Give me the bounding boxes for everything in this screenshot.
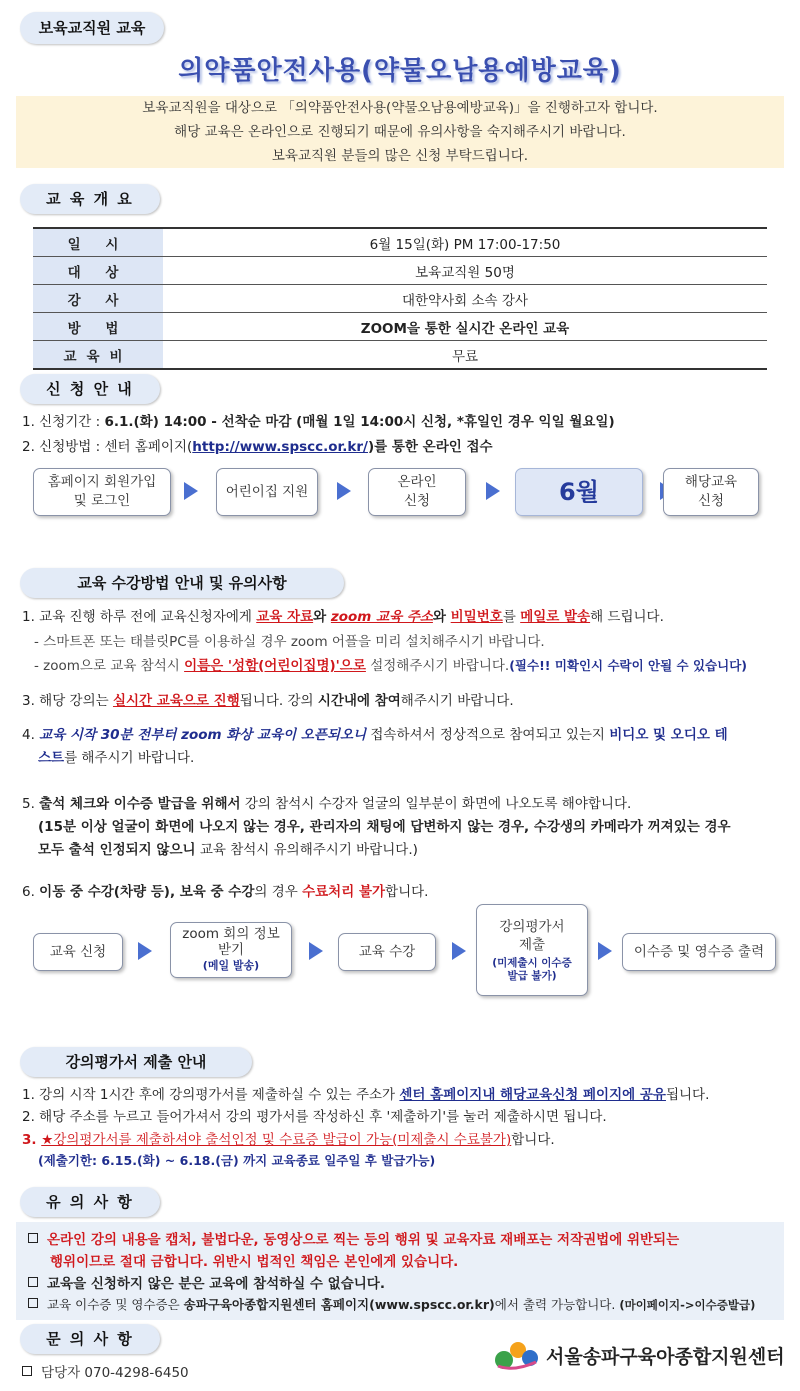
page-title: 의약품안전사용(약물오남용예방교육)	[178, 56, 622, 86]
apply-method	[22, 435, 493, 455]
text-run: 시간내에 참여	[317, 693, 401, 709]
center-logo-icon	[492, 1336, 542, 1376]
section-heading-apply: 신 청 안 내	[20, 374, 160, 404]
arrow-right-icon	[337, 482, 351, 500]
text-run: 스트	[38, 750, 65, 766]
homepage-link[interactable]: http://www.spscc.or.kr/	[192, 439, 368, 455]
flow-step-text: 강의평가서	[499, 918, 565, 935]
text-run: 1. 강의 시작 1시간 후에 강의평가서를 제출하실 수 있는 주소가	[22, 1087, 400, 1103]
text-run: 실시간 교육으로 진행	[112, 693, 240, 709]
arrow-right-icon	[486, 482, 500, 500]
row-key: 방 법	[33, 313, 163, 341]
flow-step-text: 제출	[518, 936, 546, 953]
text-run: 모두 출석 인정되지 않으니	[38, 842, 196, 858]
text-run: 메일로 발송	[520, 609, 591, 625]
flow-step-text: 교육 수강	[358, 943, 416, 960]
method-item-5-note-cont	[38, 838, 418, 858]
text-run: 비밀번호	[450, 609, 503, 625]
row-key: 일 시	[33, 228, 163, 257]
row-key: 강 사	[33, 285, 163, 313]
notice-item-1	[28, 1228, 679, 1248]
table-row	[33, 257, 767, 285]
text-run: 와	[313, 609, 331, 625]
text-run: 교육을 신청하지 않은 분은 교육에 참석하실 수 없습니다.	[47, 1276, 385, 1292]
category-badge: 보육교직원 교육	[20, 12, 164, 44]
square-bullet-icon	[28, 1233, 38, 1243]
square-bullet-icon	[22, 1366, 32, 1376]
text-run: 를	[502, 609, 521, 625]
notice-item-2	[28, 1272, 385, 1292]
flow-step-signup	[33, 468, 171, 516]
flow-step-text: 신청	[697, 493, 725, 509]
text-run: 이동 중 수강(차량 등), 보육 중 수강	[39, 884, 255, 900]
notice-item-3	[28, 1295, 755, 1313]
square-bullet-icon	[28, 1298, 38, 1308]
arrow-right-icon	[452, 942, 466, 960]
flow-step-attend	[338, 933, 436, 971]
text-run: 비디오 및 오디오 테	[609, 727, 728, 743]
evaluation-deadline: (제출기한: 6.15.(화) ~ 6.18.(금) 까지 교육종료 일주일 후 발급가능)	[38, 1153, 436, 1168]
table-row	[33, 228, 767, 257]
apply-method-label: 2. 신청방법 : 센터 홈페이지(	[22, 439, 193, 455]
flow-step-text: 홈페이지 회원가입	[47, 474, 157, 490]
text-run: 해 드립니다.	[590, 609, 664, 625]
arrow-right-icon	[309, 942, 323, 960]
text-run: 설정해주시기 바랍니다.	[365, 658, 510, 674]
text-run: 에서 출력 가능합니다.	[494, 1297, 620, 1312]
method-item-3	[22, 689, 514, 709]
text-run: 온라인 강의 내용을 캡처, 불법다운, 동영상으로 찍는 등의 행위 및 교육자료 재배포는 저작권법에 위반되는	[47, 1232, 680, 1248]
table-row	[33, 341, 767, 370]
apply-period-value: 6.1.(화) 14:00 - 선착순 마감 (매월 1일 14:00시 신청, *휴일인 경우 익일 월요일)	[104, 414, 615, 430]
center-logo-text: 서울송파구육아종합지원센터	[546, 1346, 785, 1368]
notice-item-1-cont: 행위이므로 절대 금합니다. 위반시 법적인 책임은 본인에게 있습니다.	[50, 1254, 459, 1270]
text-run: 4.	[22, 727, 40, 743]
overview-table	[33, 227, 767, 370]
flow-step-text: 온라인	[397, 474, 437, 490]
method-item-5	[22, 792, 631, 812]
text-run: - zoom으로 교육 참석시	[34, 658, 185, 674]
flow-step-apply	[33, 933, 123, 971]
flow-step-text: 받기	[217, 942, 245, 958]
method-item-1	[22, 605, 664, 625]
flow-step-text: 교육 신청	[49, 943, 107, 960]
text-run: 의 경우	[254, 884, 303, 900]
apply-method-suffix: )를 통한 온라인 접수	[367, 439, 493, 455]
text-run: 강의 참석시 수강자 얼굴의 일부분이 화면에 나오도록 해야합니다.	[240, 796, 632, 812]
text-run: 와	[432, 609, 451, 625]
text-run: ★강의평가서를 제출하셔야 출석인정 및 수료증 발급이 가능(미제출시 수료불가)	[41, 1132, 512, 1148]
text-run: 됩니다.	[665, 1087, 710, 1103]
text-run: zoom 교육 주소	[330, 609, 433, 625]
section-heading-notice: 유 의 사 항	[20, 1187, 160, 1217]
text-run: 를 해주시기 바랍니다.	[64, 750, 195, 766]
flow-step-note: (미제출시 이수증 발급 불가)	[492, 956, 572, 982]
evaluation-item-1	[22, 1083, 709, 1103]
method-item-5-note: (15분 이상 얼굴이 화면에 나오지 않는 경우, 관리자의 채팅에 답변하지 않는 경우, 수강생의 카메라가 꺼져있는 경우	[38, 819, 731, 835]
flow-step-online	[368, 468, 466, 516]
row-value: ZOOM을 통한 실시간 온라인 교육	[163, 313, 767, 341]
text-run: 출석 체크와 이수증 발급을 위해서	[39, 796, 241, 812]
flow-step-note: (메일 발송)	[202, 959, 260, 972]
text-run: 6.	[22, 884, 40, 900]
section-heading-contact: 문 의 사 항	[20, 1324, 160, 1354]
arrow-right-icon	[138, 942, 152, 960]
text-run: 이름은 '성함(어린이집명)'으로	[184, 658, 366, 674]
method-item-4	[22, 723, 728, 743]
contact-line	[22, 1361, 189, 1381]
arrow-right-icon	[184, 482, 198, 500]
intro-line: 보육교직원 분들의 많은 신청 부탁드립니다.	[271, 148, 529, 164]
flow-step-month	[515, 468, 643, 516]
text-run: 됩니다. 강의	[239, 693, 318, 709]
text-run: 1. 교육 진행 하루 전에 교육신청자에게	[22, 609, 257, 625]
apply-period-label: 1. 신청기간 :	[22, 414, 105, 430]
row-key: 대 상	[33, 257, 163, 285]
text-run: 교육 시작 30분 전부터 zoom 화상 교육이 오픈되오니	[39, 727, 367, 743]
text-run: 수료처리 불가	[302, 884, 386, 900]
flow-step-evaluation	[476, 904, 588, 996]
table-row	[33, 313, 767, 341]
row-value: 무료	[163, 341, 767, 370]
text-run: 해주시기 바랍니다.	[400, 693, 514, 709]
text-run: 교육 자료	[256, 609, 314, 625]
text-run: 합니다.	[511, 1132, 555, 1148]
flow-step-text: 어린이집 지원	[225, 483, 309, 500]
method-item-1-sub-2	[34, 654, 747, 674]
intro-line: 보육교직원을 대상으로 「의약품안전사용(약물오남용예방교육)」을 진행하고자 합니다.	[142, 100, 658, 116]
text-run: 3. 해당 강의는	[22, 693, 113, 709]
arrow-right-icon	[598, 942, 612, 960]
evaluation-item-3	[22, 1128, 555, 1148]
flow-step-text: zoom 회의 정보	[182, 926, 280, 942]
apply-period	[22, 410, 615, 430]
flow-step-text: 신청	[403, 493, 431, 509]
notice-box	[16, 1222, 784, 1320]
intro-box	[16, 96, 784, 168]
text-run: 3.	[22, 1132, 42, 1148]
section-heading-evaluation: 강의평가서 제출 안내	[20, 1047, 252, 1077]
text-run: 교육 이수증 및 영수증은	[47, 1297, 184, 1312]
text-run: 5.	[22, 796, 40, 812]
flow-step-text: 해당교육	[684, 474, 738, 490]
section-heading-overview: 교 육 개 요	[20, 184, 160, 214]
flow-step-zoom-info	[170, 922, 292, 978]
text-run: 송파구육아종합지원센터 홈페이지(www.spscc.or.kr)	[183, 1297, 495, 1312]
row-value: 보육교직원 50명	[163, 257, 767, 285]
row-value: 대한약사회 소속 강사	[163, 285, 767, 313]
intro-line: 해당 교육은 온라인으로 진행되기 때문에 유의사항을 숙지해주시기 바랍니다.	[174, 124, 626, 140]
center-logo	[492, 1336, 788, 1376]
row-value: 6월 15일(화) PM 17:00-17:50	[163, 228, 767, 257]
text-run: (마이페이지->이수증발급)	[619, 1298, 756, 1312]
section-heading-method: 교육 수강방법 안내 및 유의사항	[20, 568, 344, 598]
flow-step-certificate	[622, 933, 776, 971]
table-row	[33, 285, 767, 313]
method-item-4-cont	[38, 746, 194, 766]
method-item-6	[22, 880, 428, 900]
text-run: 접속하셔서 정상적으로 참여되고 있는지	[366, 727, 610, 743]
text-run: 교육 참석시 유의해주시기 바랍니다.)	[195, 842, 418, 858]
evaluation-item-2: 2. 해당 주소를 누르고 들어가셔서 강의 평가서를 작성하신 후 '제출하기'를 눌러 제출하시면 됩니다.	[22, 1109, 607, 1125]
flow-step-text: 6월	[559, 477, 599, 506]
flow-step-daycare	[216, 468, 318, 516]
flow-step-text: 및 로그인	[73, 493, 131, 509]
flow-step-text: 이수증 및 영수증 출력	[633, 943, 765, 960]
contact-text: 담당자 070-4298-6450	[41, 1365, 189, 1381]
method-item-1-sub-1: - 스마트폰 또는 태블릿PC를 이용하실 경우 zoom 어플을 미리 설치해주시기 바랍니다.	[34, 634, 545, 650]
flow-step-course	[663, 468, 759, 516]
text-run: (필수!! 미확인시 수락이 안될 수 있습니다)	[509, 658, 747, 673]
row-key: 교육비	[33, 341, 163, 370]
text-run: 센터 홈페이지내 해당교육신청 페이지에 공유	[399, 1087, 666, 1103]
square-bullet-icon	[28, 1277, 38, 1287]
text-run: 합니다.	[385, 884, 429, 900]
